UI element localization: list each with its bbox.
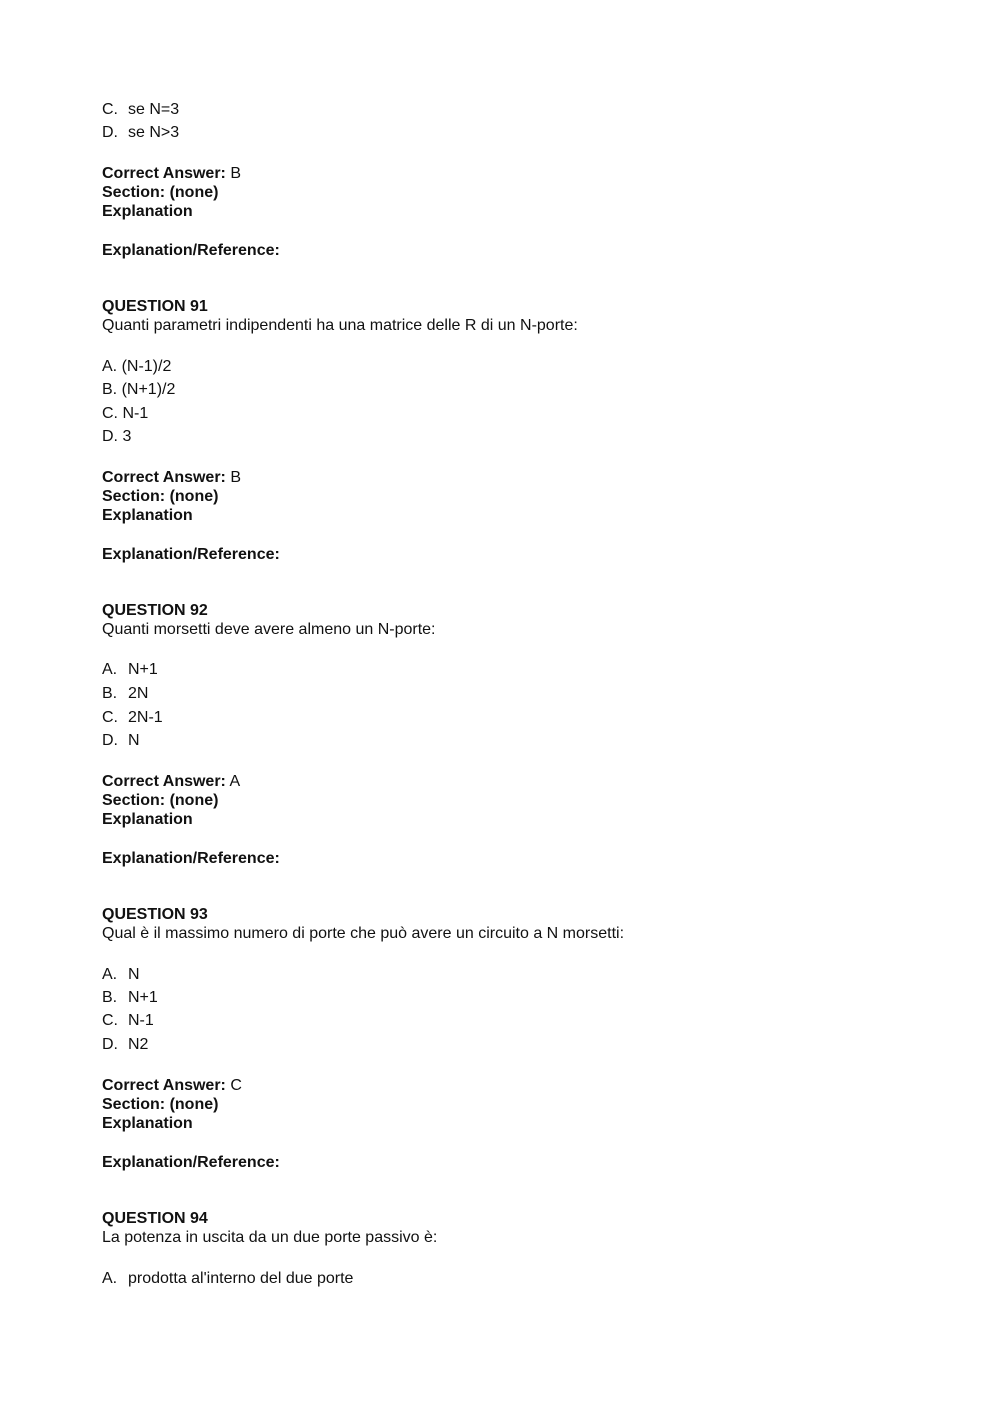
section-line: Section: (none) bbox=[102, 1096, 219, 1113]
question-text: La potenza in uscita da un due porte passivo è: bbox=[102, 1229, 438, 1246]
question-text: Quanti parametri indipendenti ha una matrice delle R di un N-porte: bbox=[102, 317, 578, 334]
section-line: Section: (none) bbox=[102, 792, 219, 809]
option-item: C. 2N-1 bbox=[102, 709, 163, 726]
option-item: B. 2N bbox=[102, 685, 149, 702]
explanation-label: Explanation bbox=[102, 203, 193, 220]
option-item: C. N-1 bbox=[102, 1012, 154, 1029]
option-item: D. N2 bbox=[102, 1036, 149, 1053]
question-heading: QUESTION 94 bbox=[102, 1210, 208, 1227]
option-item: B. N+1 bbox=[102, 989, 158, 1006]
explanation-label: Explanation bbox=[102, 811, 193, 828]
explanation-label: Explanation bbox=[102, 1115, 193, 1132]
question-text: Qual è il massimo numero di porte che può avere un circuito a N morsetti: bbox=[102, 925, 625, 942]
option-item: C. se N=3 bbox=[102, 101, 180, 118]
correct-answer: Correct Answer: B bbox=[102, 165, 242, 182]
section-line: Section: (none) bbox=[102, 184, 219, 201]
explanation-reference-label: Explanation/Reference: bbox=[102, 546, 280, 563]
option-item: D. 3 bbox=[102, 428, 132, 445]
question-heading: QUESTION 91 bbox=[102, 298, 208, 315]
option-item: B. (N+1)/2 bbox=[102, 381, 176, 398]
question-text: Quanti morsetti deve avere almeno un N-porte: bbox=[102, 621, 436, 638]
option-item: C. N-1 bbox=[102, 405, 149, 422]
explanation-reference-label: Explanation/Reference: bbox=[102, 850, 280, 867]
correct-answer: Correct Answer: B bbox=[102, 469, 242, 486]
question-heading: QUESTION 93 bbox=[102, 906, 208, 923]
correct-answer: Correct Answer: A bbox=[102, 773, 241, 790]
explanation-label: Explanation bbox=[102, 507, 193, 524]
option-item: A. prodotta al'interno del due porte bbox=[102, 1270, 354, 1287]
option-item: D. se N>3 bbox=[102, 124, 180, 141]
section-line: Section: (none) bbox=[102, 488, 219, 505]
option-item: A. (N-1)/2 bbox=[102, 358, 172, 375]
option-item: A. N bbox=[102, 966, 140, 983]
option-item: D. N bbox=[102, 732, 140, 749]
explanation-reference-label: Explanation/Reference: bbox=[102, 1154, 280, 1171]
explanation-reference-label: Explanation/Reference: bbox=[102, 242, 280, 259]
question-heading: QUESTION 92 bbox=[102, 602, 208, 619]
option-item: A. N+1 bbox=[102, 661, 158, 678]
correct-answer: Correct Answer: C bbox=[102, 1077, 242, 1094]
